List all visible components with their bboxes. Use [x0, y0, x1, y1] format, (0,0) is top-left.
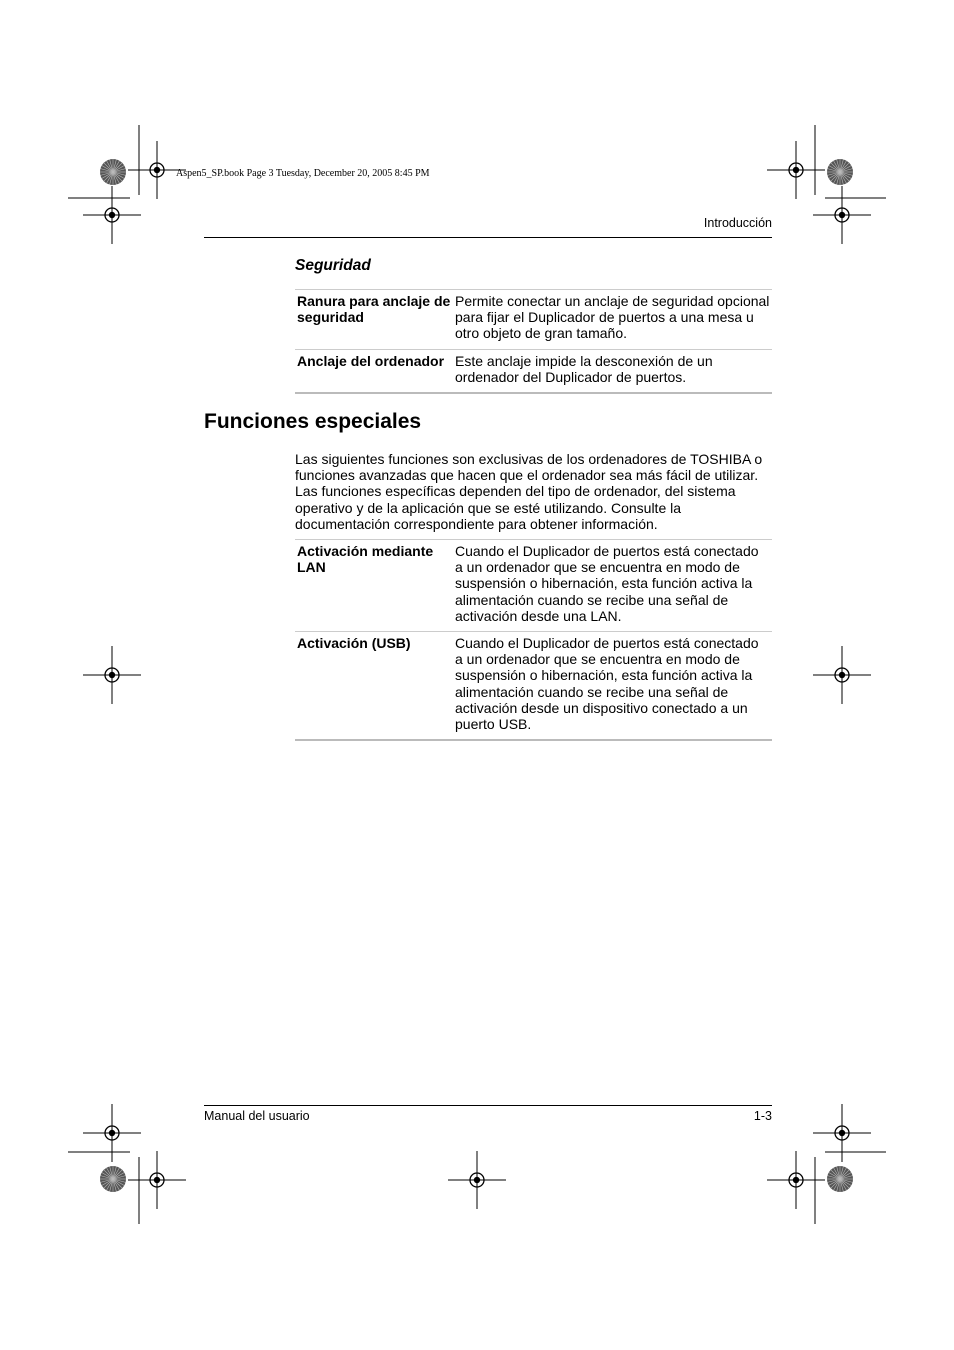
book-slug: Aspen5_SP.book Page 3 Tuesday, December 20, 2005 8:45 PM — [176, 168, 430, 179]
page-number: 1-3 — [753, 1109, 772, 1123]
registration-mark — [813, 1104, 871, 1162]
term: Anclaje del ordenador — [297, 352, 445, 369]
term: Activación (USB) — [297, 635, 411, 652]
registration-mark — [813, 646, 871, 704]
term: Ranura para anclaje de seguridad — [297, 293, 451, 326]
header-rule — [204, 237, 772, 238]
heading-funciones-especiales: Funciones especiales — [204, 410, 422, 433]
registration-mark — [128, 1151, 186, 1209]
registration-mark — [813, 186, 871, 244]
description: Este anclaje impide la desconexión de un ordenador del Duplicador de puertos. — [455, 352, 713, 385]
table-row — [295, 349, 772, 393]
intro-paragraph: Las siguientes funciones son exclusivas de los ordenadores de TOSHIBA o funciones avanzadas que hacen que el ordenador sea más fácil de utilizar. Las funciones específicas dependen del tipo de ordenador, del sistema operativo y de la aplicación que se esté utilizando. Consulte la documentación correspondiente para obtener información. — [295, 451, 763, 532]
table-row — [295, 290, 772, 350]
registration-mark — [83, 646, 141, 704]
color-target — [100, 159, 126, 185]
registration-mark — [767, 141, 825, 199]
section-title-seguridad: Seguridad — [295, 257, 371, 274]
color-target — [827, 159, 853, 185]
funciones-table — [295, 539, 772, 741]
seguridad-table — [295, 289, 772, 394]
table-row — [295, 632, 772, 741]
description: Cuando el Duplicador de puertos está conectado a un ordenador que se encuentra en modo de suspensión o hibernación, esta función activa la alimentación cuando se recibe una señal de activación desde un dispositivo conectado a un puerto USB. — [455, 635, 759, 733]
table-row — [295, 540, 772, 632]
description: Permite conectar un anclaje de seguridad opcional para fijar el Duplicador de puertos a una mesa u otro objeto de gran tamaño. — [455, 293, 770, 342]
description: Cuando el Duplicador de puertos está conectado a un ordenador que se encuentra en modo de suspensión o hibernación, esta función activa la alimentación cuando se recibe una señal de activación desde una LAN. — [455, 543, 759, 624]
footer-rule — [204, 1105, 772, 1106]
color-target — [827, 1166, 853, 1192]
term: Activación mediante LAN — [297, 543, 434, 576]
running-header: Introducción — [703, 216, 772, 230]
color-target — [100, 1166, 126, 1192]
registration-mark — [83, 1104, 141, 1162]
registration-mark — [767, 1151, 825, 1209]
registration-mark — [83, 186, 141, 244]
registration-mark — [448, 1151, 506, 1209]
footer-title: Manual del usuario — [204, 1109, 310, 1123]
